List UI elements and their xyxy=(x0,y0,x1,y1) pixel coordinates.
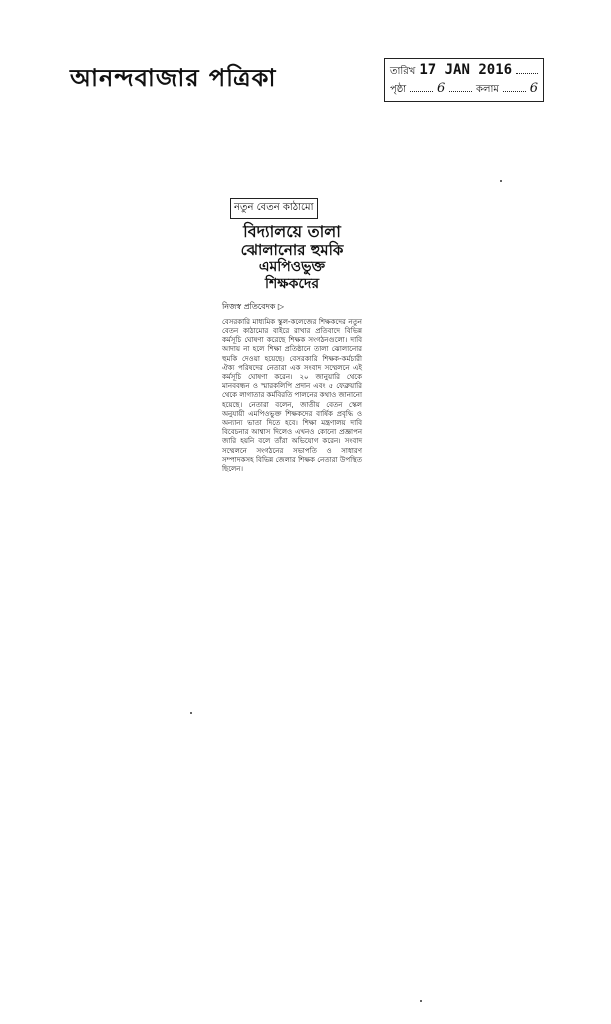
headline-line: বিদ্যালয়ে তালা xyxy=(243,222,341,241)
stamp-dotted-line xyxy=(410,91,433,92)
stamp-date-row xyxy=(390,62,538,81)
stamp-dotted-line xyxy=(503,91,526,92)
article-headline xyxy=(222,222,362,293)
stamp-dotted-line xyxy=(516,73,538,74)
news-clipping xyxy=(222,195,362,474)
stamp-dotted-line xyxy=(449,91,472,92)
stamp-page-value: 6 xyxy=(436,81,446,96)
stamp-date-label: তারিখ xyxy=(390,66,416,77)
stamp-page-row xyxy=(390,81,538,99)
headline-line: ঝোলানোর হুমকি xyxy=(240,241,344,260)
date-stamp xyxy=(384,58,544,102)
stamp-date: 17 JAN 2016 xyxy=(419,62,513,78)
newspaper-masthead: আনন্দবাজার পত্রিকা xyxy=(70,63,277,92)
scan-speck xyxy=(190,712,192,714)
article-byline: নিজস্ব প্রতিবেদক ▷ xyxy=(222,301,285,311)
article-kicker: নতুন বেতন কাঠামো xyxy=(230,198,318,219)
scan-speck xyxy=(420,1000,422,1002)
article-body: বেসরকারি মাধ্যমিক স্কুল-কলেজের শিক্ষকদের নতুন বেতন কাঠামোর বাইরে রাখার প্রতিবাদে বিভিন্ন কর্মসূচি ঘোষণা করেছে শিক্ষক সংগঠনগুলো। দাবি আদায় না হলে শিক্ষা প্রতিষ্ঠানে তালা ঝোলানোর হুমকি দেওয়া হয়েছে। বেসরকারি শিক্ষক-কর্মচারী ঐক্য পরিষদের নেতারা এক সংবাদ সম্মেলনে এই কর্মসূচি ঘোষণা করেন। ২০ জানুয়ারি থেকে মানববন্ধন ও স্মারকলিপি প্রদান এবং ৫ ফেব্রুয়ারি থেকে লাগাতার কর্মবিরতি পালনের কথাও জানানো হয়েছে। নেতারা বলেন, জাতীয় বেতন স্কেল অনুযায়ী এমপিওভুক্ত শিক্ষকদের বার্ষিক প্রবৃদ্ধি ও অন্যান্য ভাতা দিতে হবে। শিক্ষা মন্ত্রণালয় দাবি বিবেচনার আশ্বাস দিলেও এখনও কোনো প্রজ্ঞাপন জারি হয়নি বলে তাঁরা অভিযোগ করেন। সংবাদ সম্মেলনে সংগঠনের সভাপতি ও সাধারণ সম্পাদকসহ বিভিন্ন জেলার শিক্ষক নেতারা উপস্থিত ছিলেন। xyxy=(222,317,362,474)
stamp-column-label: কলাম xyxy=(476,84,499,95)
headline-line: শিক্ষকদের xyxy=(264,275,320,292)
headline-line: এমপিওভুক্ত xyxy=(258,259,326,276)
scan-speck xyxy=(500,180,502,182)
stamp-page-label: পৃষ্ঠা xyxy=(390,84,407,95)
stamp-column-value: 6 xyxy=(529,81,539,96)
